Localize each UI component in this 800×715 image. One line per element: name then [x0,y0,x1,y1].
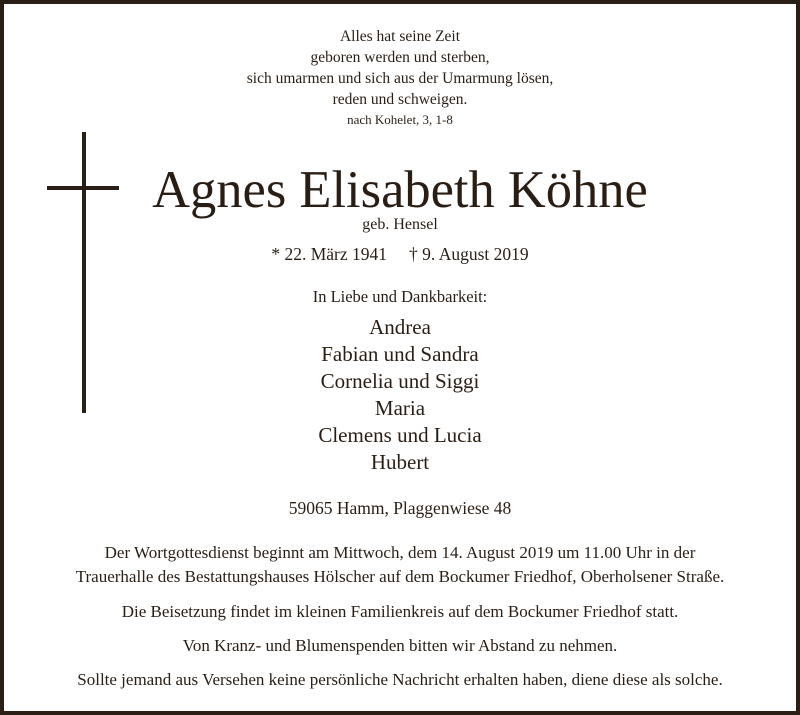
mourner-name: Hubert [370,450,430,474]
maiden-name: geb. Hensel [362,216,438,233]
death-date: † 9. August 2019 [409,244,529,264]
birth-date: * 22. März 1941 [271,244,388,264]
deceased-name: Agnes Elisabeth Köhne [152,161,648,219]
burial-info: Die Beisetzung findet im kleinen Familienkreis auf dem Bockumer Friedhof statt. [121,602,679,621]
flowers-info: Von Kranz- und Blumenspenden bitten wir Abstand zu nehmen. [182,636,618,655]
mourner-name: Fabian und Sandra [321,342,479,366]
service-info-line-1: Der Wortgottesdienst beginnt am Mittwoch, dem 14. August 2019 um 11.00 Uhr in der [104,543,696,562]
quote-line-1: Alles hat seine Zeit [339,28,461,45]
quote-line-2: geboren werden und sterben, [310,49,490,66]
mourner-name: Clemens und Lucia [318,423,482,447]
quote-source: nach Kohelet, 3, 1-8 [347,112,453,127]
mourners-label: In Liebe und Dankbarkeit: [312,287,488,306]
quote-line-3: sich umarmen und sich aus der Umarmung lösen, [246,70,554,87]
quote-line-4: reden und schweigen. [332,91,468,108]
mourner-name: Andrea [369,315,431,339]
life-dates [4,244,796,265]
service-info-line-2: Trauerhalle des Bestattungshauses Hölscher auf dem Bockumer Friedhof, Oberholsener Straße. [75,567,725,586]
apology-info: Sollte jemand aus Versehen keine persönliche Nachricht erhalten haben, diene diese als solche. [77,670,723,689]
mourner-name: Cornelia und Siggi [320,369,480,393]
mourner-name: Maria [374,396,426,420]
family-address: 59065 Hamm, Plaggenwiese 48 [288,498,512,518]
